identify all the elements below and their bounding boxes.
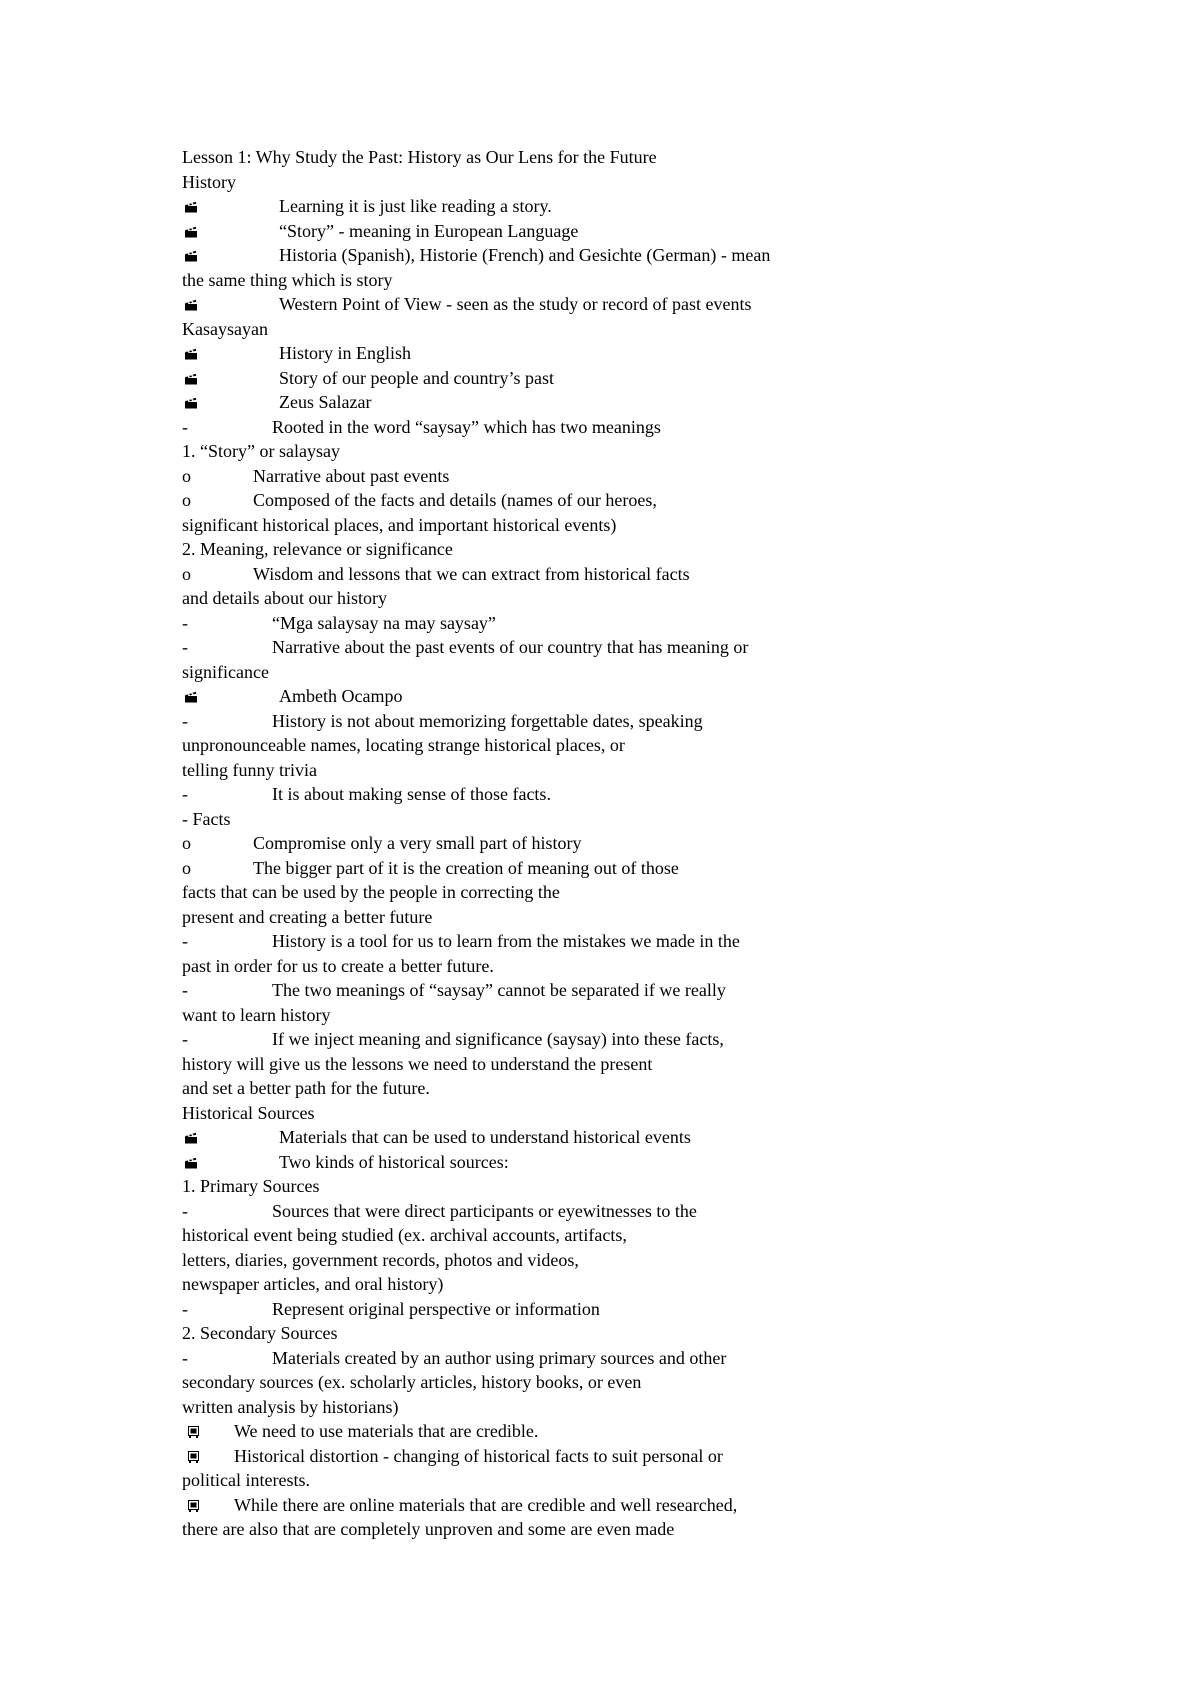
text-line: [182, 537, 902, 562]
text-line: [182, 390, 902, 415]
line-text: History in English: [279, 343, 412, 363]
text-line: [182, 978, 902, 1003]
text-line: [182, 1297, 902, 1322]
text-line: [182, 415, 902, 440]
text-line: [182, 758, 902, 783]
clapperboard-icon: [182, 368, 279, 393]
dash-bullet: -: [182, 784, 188, 804]
line-text: History is not about memorizing forgettable dates, speaking: [272, 710, 703, 731]
line-text: History: [182, 171, 236, 192]
text-line: [182, 1395, 902, 1420]
line-text: It is about making sense of those facts.: [272, 784, 551, 804]
line-text: Historical distortion - changing of historical facts to suit personal or: [234, 1445, 723, 1466]
text-line: [182, 782, 902, 807]
line-text: Historia (Spanish), Historie (French) and Gesichte (German) - mean: [279, 245, 771, 265]
line-text: We need to use materials that are credible.: [234, 1421, 539, 1441]
clapperboard-icon: [182, 294, 279, 319]
text-line: [182, 317, 902, 342]
text-line: [182, 1493, 902, 1518]
line-text: newspaper articles, and oral history): [182, 1274, 444, 1294]
line-text: significant historical places, and important historical events): [182, 514, 617, 535]
text-line: [182, 1444, 902, 1469]
line-text: political interests.: [182, 1470, 310, 1490]
text-line: [182, 660, 902, 685]
text-line: [182, 733, 902, 758]
line-text: Materials created by an author using primary sources and other: [272, 1347, 727, 1368]
line-text: Zeus Salazar: [279, 392, 372, 412]
text-line: [182, 635, 902, 660]
o-bullet: o: [182, 857, 191, 878]
line-text: unpronounceable names, locating strange historical places, or: [182, 735, 625, 755]
dash-bullet: -: [182, 1347, 188, 1368]
text-line: [182, 439, 902, 464]
text-line: [182, 292, 902, 317]
text-line: [182, 562, 902, 587]
text-line: [182, 1076, 902, 1101]
text-line: [182, 684, 902, 709]
text-line: [182, 611, 902, 636]
text-line: [182, 929, 902, 954]
line-text: Narrative about past events: [253, 465, 450, 486]
text-line: [182, 1150, 902, 1175]
line-text: letters, diaries, government records, photos and videos,: [182, 1249, 579, 1270]
line-text: 1. Primary Sources: [182, 1176, 320, 1196]
text-line: [182, 243, 902, 268]
text-line: [182, 1370, 902, 1395]
line-text: 2. Secondary Sources: [182, 1323, 338, 1343]
line-text: Western Point of View - seen as the study or record of past events: [279, 294, 752, 314]
line-text: secondary sources (ex. scholarly articles, history books, or even: [182, 1372, 642, 1392]
document-body: [182, 145, 902, 1542]
line-text: Ambeth Ocampo: [279, 686, 403, 706]
text-line: [182, 954, 902, 979]
line-text: there are also that are completely unproven and some are even made: [182, 1519, 675, 1539]
text-line: [182, 1199, 902, 1224]
clapperboard-icon: [182, 686, 279, 711]
line-text: Materials that can be used to understand historical events: [279, 1127, 691, 1147]
text-line: [182, 1125, 902, 1150]
o-bullet: o: [182, 563, 191, 584]
text-line: [182, 586, 902, 611]
line-text: past in order for us to create a better future.: [182, 955, 494, 976]
clapperboard-icon: [182, 392, 279, 417]
text-line: [182, 464, 902, 489]
text-line: [182, 194, 902, 219]
line-text: Composed of the facts and details (names of our heroes,: [253, 490, 657, 510]
line-text: Historical Sources: [182, 1102, 315, 1123]
dash-bullet: -: [182, 1029, 188, 1049]
line-text: Story of our people and country’s past: [279, 367, 554, 388]
line-text: want to learn history: [182, 1004, 331, 1025]
clapperboard-icon: [182, 221, 279, 246]
text-line: [182, 709, 902, 734]
dash-bullet: -: [182, 931, 188, 951]
line-text: The two meanings of “saysay” cannot be separated if we really: [272, 980, 726, 1000]
text-line: [182, 366, 902, 391]
clapperboard-icon: [182, 196, 279, 221]
text-line: [182, 856, 902, 881]
dash-bullet: -: [182, 1200, 188, 1221]
line-text: the same thing which is story: [182, 269, 393, 290]
text-line: [182, 219, 902, 244]
dash-bullet: -: [182, 980, 188, 1000]
line-text: Compromise only a very small part of history: [253, 833, 582, 853]
line-text: 1. “Story” or salaysay: [182, 441, 340, 461]
text-line: [182, 341, 902, 366]
text-line: [182, 1223, 902, 1248]
line-text: present and creating a better future: [182, 906, 433, 927]
text-line: [182, 1027, 902, 1052]
line-text: Kasaysayan: [182, 318, 268, 339]
text-line: [182, 880, 902, 905]
text-line: [182, 1052, 902, 1077]
dash-bullet: -: [182, 1298, 188, 1319]
clapperboard-icon: [182, 1127, 279, 1152]
line-text: Wisdom and lessons that we can extract from historical facts: [253, 563, 690, 584]
line-text: written analysis by historians): [182, 1396, 399, 1417]
square-bullet-icon: [182, 1495, 234, 1520]
clapperboard-icon: [182, 245, 279, 270]
line-text: significance: [182, 661, 269, 682]
dash-bullet: -: [182, 710, 188, 731]
square-bullet-icon: [182, 1421, 234, 1446]
line-text: Rooted in the word “saysay” which has two meanings: [272, 416, 661, 437]
line-text: 2. Meaning, relevance or significance: [182, 539, 453, 559]
text-line: [182, 831, 902, 856]
text-line: [182, 1321, 902, 1346]
line-text: The bigger part of it is the creation of meaning out of those: [253, 857, 679, 878]
line-text: While there are online materials that are credible and well researched,: [234, 1494, 738, 1515]
clapperboard-icon: [182, 343, 279, 368]
text-line: [182, 1419, 902, 1444]
text-line: [182, 1346, 902, 1371]
line-text: Learning it is just like reading a story.: [279, 196, 552, 216]
dash-bullet: -: [182, 416, 188, 437]
line-text: and set a better path for the future.: [182, 1078, 430, 1098]
o-bullet: o: [182, 833, 191, 853]
text-line: [182, 1101, 902, 1126]
document-lines: [182, 170, 902, 1542]
clapperboard-icon: [182, 1152, 279, 1177]
text-line: [182, 268, 902, 293]
line-text: Narrative about the past events of our country that has meaning or: [272, 637, 749, 657]
line-text: historical event being studied (ex. archival accounts, artifacts,: [182, 1225, 627, 1245]
text-line: [182, 488, 902, 513]
dash-bullet: -: [182, 612, 188, 633]
line-text: Two kinds of historical sources:: [279, 1151, 509, 1172]
line-text: telling funny trivia: [182, 759, 317, 780]
text-line: [182, 1174, 902, 1199]
text-line: [182, 170, 902, 195]
text-line: [182, 905, 902, 930]
text-line: [182, 1003, 902, 1028]
line-text: Represent original perspective or information: [272, 1298, 600, 1319]
line-text: “Mga salaysay na may saysay”: [272, 612, 496, 633]
line-text: Sources that were direct participants or eyewitnesses to the: [272, 1200, 697, 1221]
line-text: If we inject meaning and significance (saysay) into these facts,: [272, 1029, 724, 1049]
text-line: [182, 1517, 902, 1542]
dash-bullet: -: [182, 637, 188, 657]
text-line: [182, 1272, 902, 1297]
o-bullet: o: [182, 490, 191, 510]
text-line: [182, 807, 902, 832]
line-text: History is a tool for us to learn from the mistakes we made in the: [272, 931, 740, 951]
text-line: [182, 1468, 902, 1493]
line-text: “Story” - meaning in European Language: [279, 220, 579, 241]
text-line: [182, 513, 902, 538]
line-text: history will give us the lessons we need to understand the present: [182, 1053, 653, 1074]
line-text: and details about our history: [182, 588, 387, 608]
o-bullet: o: [182, 465, 191, 486]
document-title: Lesson 1: Why Study the Past: History as Our Lens for the Future: [182, 147, 657, 167]
line-text: facts that can be used by the people in correcting the: [182, 882, 560, 902]
line-text: - Facts: [182, 808, 231, 829]
text-line: [182, 1248, 902, 1273]
square-bullet-icon: [182, 1446, 234, 1471]
